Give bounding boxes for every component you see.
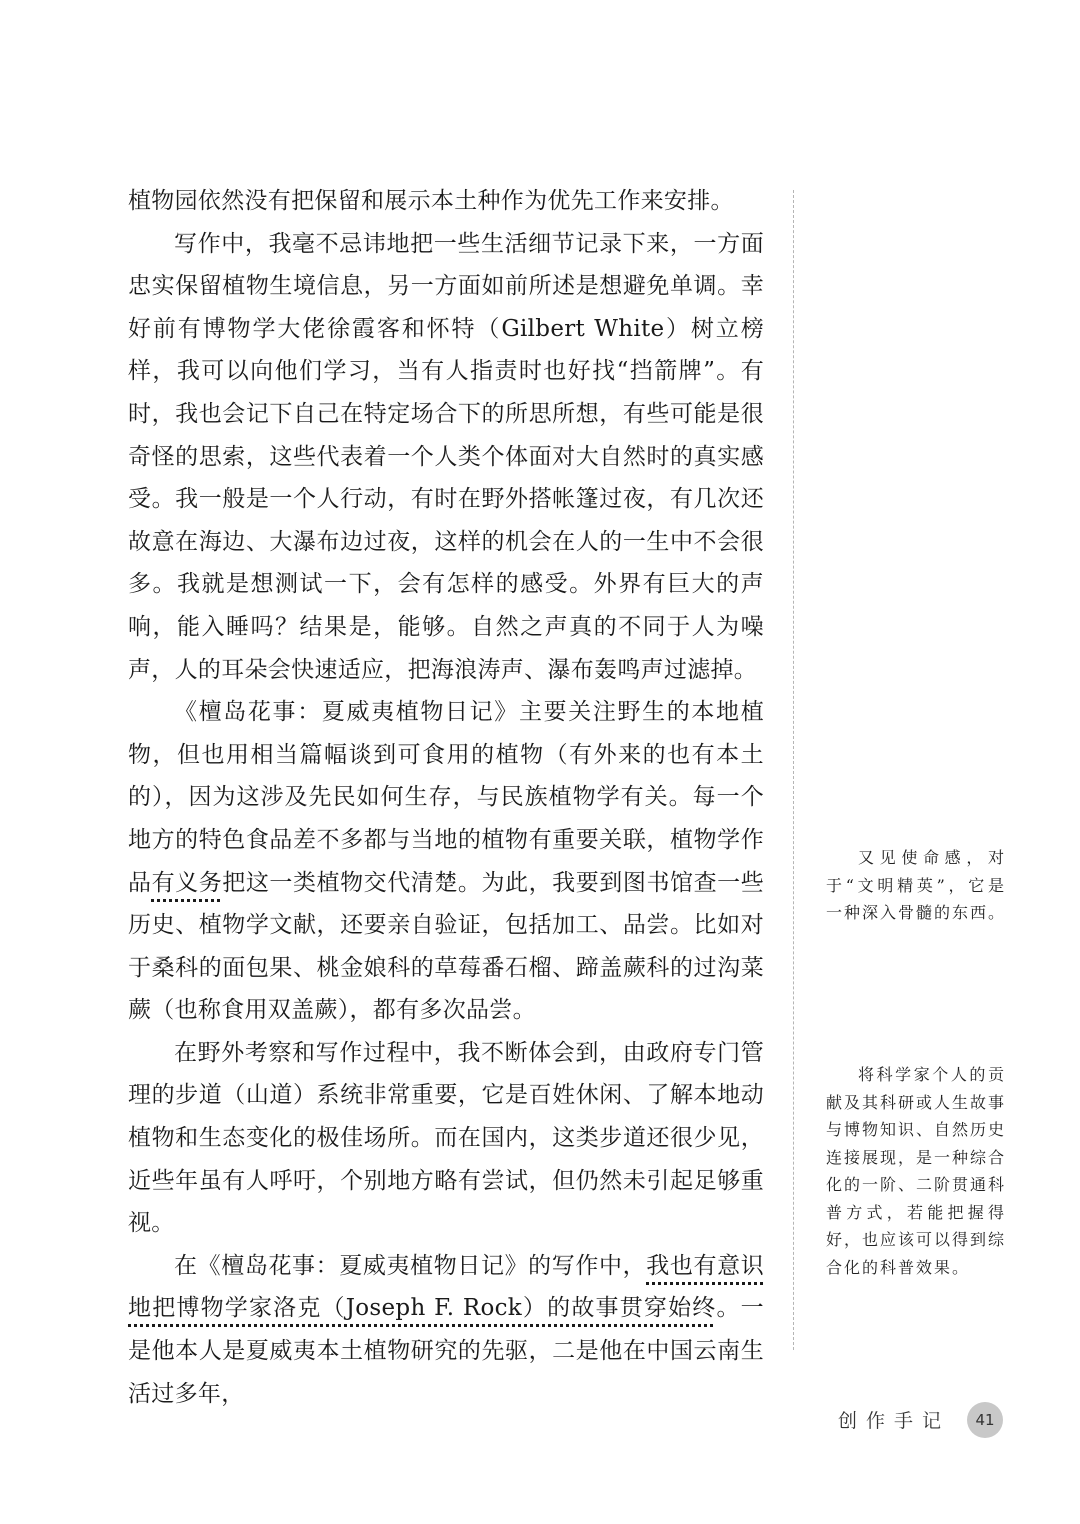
emphasis-marked-text: 有义务 (151, 869, 223, 896)
paragraph-1: 写作中，我毫不忌讳地把一些生活细节记录下来，一方面忠实保留植物生境信息，另一方面如前所述是想避免单调。幸好前有博物学大佬徐霞客和怀特（Gilbert White）树立榜样，我可以向他们学习，当有人指责时也好找“挡箭牌”。有时，我也会记下自己在特定场合下的所思所想，有些可能是很奇怪的思索，这些代表着一个人类个体面对大自然时的真实感受。我一般是一个人行动，有时在野外搭帐篷过夜，有几次还故意在海边、大瀑布边过夜，这样的机会在人的一生中不会很多。我就是想测试一下，会有怎样的感受。外界有巨大的声响，能入睡吗？结果是，能够。自然之声真的不同于人为噪声，人的耳朵会快速适应，把海浪涛声、瀑布轰鸣声过滤掉。 (128, 230, 764, 683)
paragraph-2-text-b: 把这一类植物交代清楚。为此，我要到图书馆查一些历史、植物学文献，还要亲自验证，包括加工、品尝。比如对于桑科的面包果、桃金娘科的草莓番石榴、蹄盖蕨科的过沟菜蕨（也称食用双盖蕨），都有多次品尝。 (128, 869, 764, 1024)
margin-note-2 (826, 1061, 1006, 1281)
paragraph-4 (128, 1245, 764, 1415)
main-text (128, 180, 764, 1415)
margin-note-2-text: 将科学家个人的贡献及其科研或人生故事与博物知识、自然历史连接展现，是一种综合化的一阶、二阶贯通科普方式，若能把握得好，也应该可以得到综合化的科普效果。 (826, 1065, 1007, 1277)
margin-divider (793, 190, 794, 1350)
margin-note-1 (826, 844, 1006, 927)
page-number: 41 (975, 1411, 995, 1429)
paragraph-2 (128, 691, 764, 1032)
paragraph-3: 在野外考察和写作过程中，我不断体会到，由政府专门管理的步道（山道）系统非常重要，它是百姓休闲、了解本地动植物和生态变化的极佳场所。而在国内，这类步道还很少见，近些年虽有人呼吁，个别地方略有尝试，但仍然未引起足够重视。 (128, 1039, 764, 1237)
emphasis-marked-text: 我也有意识地把博物学家洛克（Joseph F. Rock）的故事贯穿始终 (128, 1252, 764, 1322)
paragraph-2-text-a: 《檀岛花事：夏威夷植物日记》主要关注野生的本地植物，但也用相当篇幅谈到可食用的植物（有外来的也有本土的），因为这涉及先民如何生存，与民族植物学有关。每一个地方的特色食品差不多都与当地的植物有重要关联，植物学作品 (128, 699, 764, 896)
section-title: 创作手记 (838, 1410, 951, 1432)
paragraph-4-text-a: 在《檀岛花事：夏威夷植物日记》的写作中， (174, 1252, 647, 1279)
paragraph-4-text-b: 。一是他本人是夏威夷本土植物研究的先驱，二是他在中国云南生活过多年， (128, 1295, 764, 1407)
margin-note-1-text: 又见使命感，对于“文明精英”，它是一种深入骨髓的东西。 (826, 848, 1007, 922)
paragraph-0: 植物园依然没有把保留和展示本土种作为优先工作来安排。 (128, 188, 734, 214)
page-number-badge (967, 1402, 1003, 1438)
